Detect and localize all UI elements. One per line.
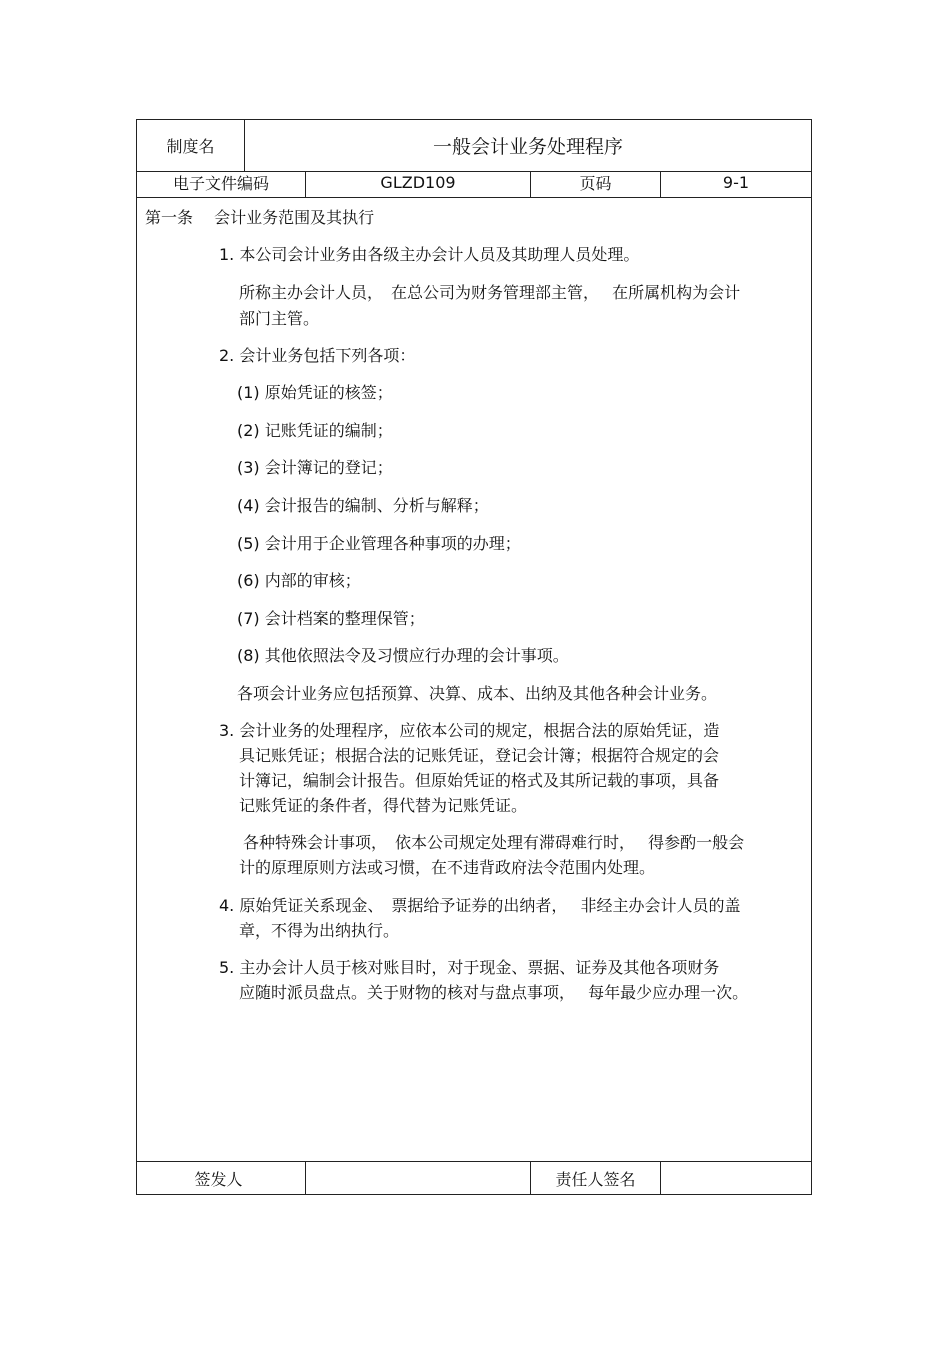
page-value: 9-1 (722, 172, 750, 192)
item-5-line-2: 应随时派员盘点。关于财物的核对与盘点事项， 每年最少应办理一次。 (239, 983, 749, 1002)
issuer-signature-field[interactable] (306, 1162, 530, 1194)
item-5-line-1: 5. 主办会计人员于核对账目时，对于现金、票据、证券及其他各项财务 (219, 958, 720, 977)
item-3-line-4: 记账凭证的条件者，得代替为记账凭证。 (239, 796, 528, 815)
item-3-line-2: 具记账凭证；根据合法的记账凭证，登记会计簿；根据符合规定的会 (239, 746, 720, 765)
item-3-note-line-1: 各种特殊会计事项， 依本公司规定处理有滞碍难行时， 得参酌一般会 (243, 833, 745, 852)
header-divider-2 (137, 197, 811, 198)
subitem-3: (3) 会计簿记的登记； (237, 458, 393, 477)
document-title: 一般会计业务处理程序 (432, 136, 623, 158)
item-4-line-1: 4. 原始凭证关系现金、 票据给予证券的出纳者， 非经主办会计人员的盖 (219, 896, 741, 915)
page-label: 页码 (579, 173, 612, 193)
subitem-5: (5) 会计用于企业管理各种事项的办理； (237, 534, 521, 553)
item-2-intro: 2. 会计业务包括下列各项： (219, 346, 416, 365)
item-3-line-1: 3. 会计业务的处理程序，应依本公司的规定，根据合法的原始凭证，造 (219, 721, 720, 740)
regulation-form (136, 119, 812, 1195)
item-1: 1. 本公司会计业务由各级主办会计人员及其助理人员处理。 (219, 245, 640, 264)
item-3-note-line-2: 计的原理原则方法或习惯，在不违背政府法令范围内处理。 (239, 858, 656, 877)
item-1-note-line-2: 部门主管。 (239, 309, 320, 328)
subitem-8: (8) 其他依照法令及习惯应行办理的会计事项。 (237, 646, 569, 665)
issuer-label: 签发人 (194, 1169, 243, 1189)
item-3-line-3: 计簿记，编制会计报告。但原始凭证的格式及其所记载的事项，具备 (239, 771, 720, 790)
subitem-6: (6) 内部的审核； (237, 571, 361, 590)
file-code-value: GLZD109 (380, 172, 456, 192)
subitem-4: (4) 会计报告的编制、分析与解释； (237, 496, 489, 515)
item-4-line-2: 章，不得为出纳执行。 (239, 921, 400, 940)
subitem-2: (2) 记账凭证的编制； (237, 421, 393, 440)
article-heading: 第一条 会计业务范围及其执行 (145, 208, 375, 227)
name-label: 制度名 (166, 137, 215, 156)
responsible-signature-field[interactable] (661, 1162, 811, 1194)
subitem-7: (7) 会计档案的整理保管； (237, 609, 425, 628)
file-code-label: 电子文件编码 (172, 173, 269, 193)
item-2-summary: 各项会计业务应包括预算、决算、成本、出纳及其他各种会计业务。 (237, 684, 718, 703)
subitem-1: (1) 原始凭证的核签； (237, 383, 393, 402)
item-1-note-line-1: 所称主办会计人员， 在总公司为财务管理部主管， 在所属机构为会计 (239, 283, 741, 302)
responsible-label: 责任人签名 (555, 1169, 636, 1189)
